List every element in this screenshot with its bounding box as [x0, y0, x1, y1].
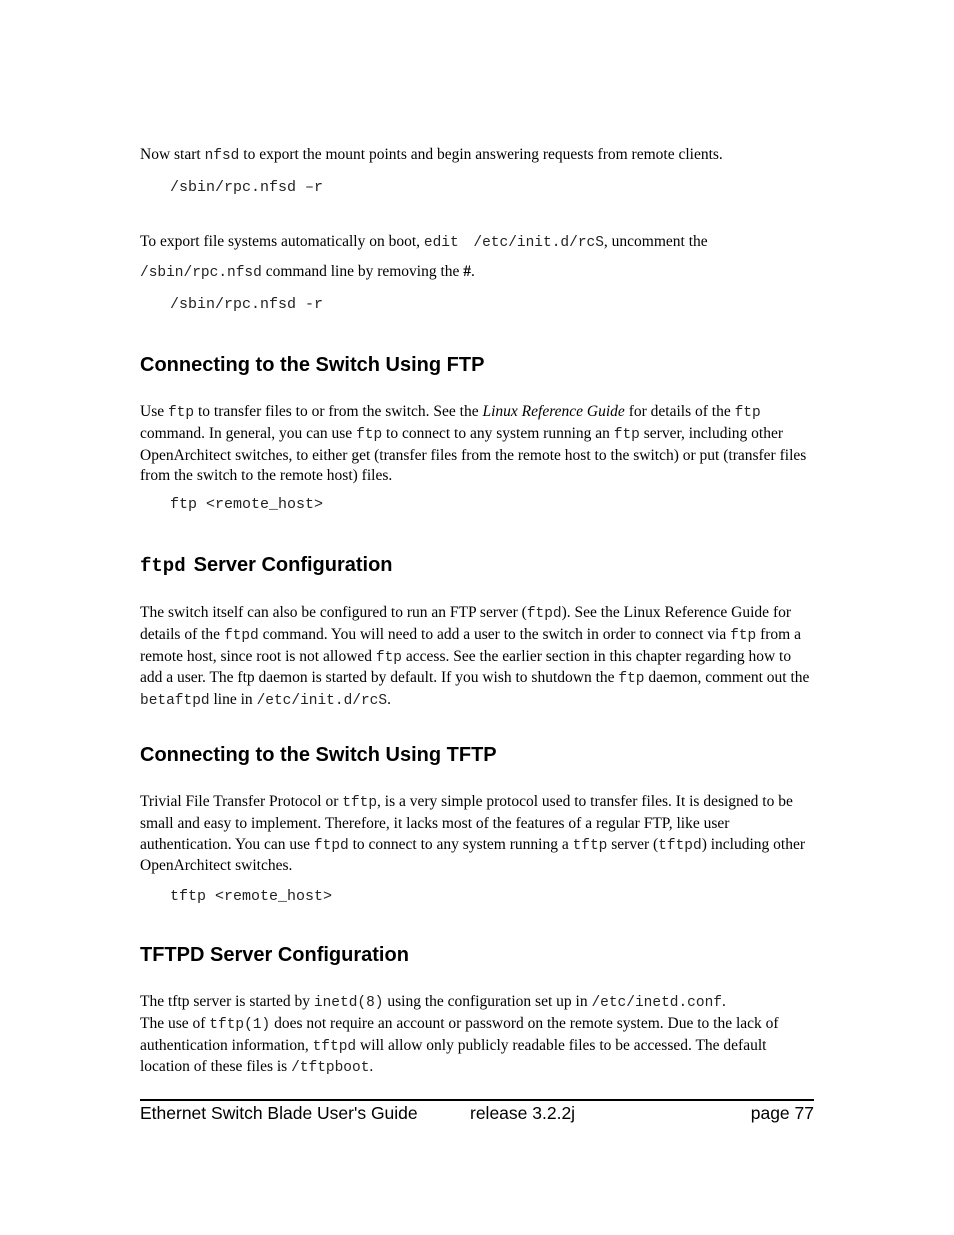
code-block-tftp: tftp <remote_host>: [170, 888, 333, 905]
inline-code: ftp: [734, 405, 761, 421]
inline-code: betaftpd: [140, 693, 210, 710]
code-block-nfsd-2: /sbin/rpc.nfsd -r: [170, 296, 324, 313]
inline-code: /sbin/rpc.nfsd: [140, 265, 262, 281]
inline-code: ftp: [618, 671, 645, 688]
paragraph-tftpd: The tftp server is started by inetd(8) using the configuration set up in /etc/inetd.conf. The use of tftp(1) does not require an account or password on the remote system. Due to the lack of authentication information, tftpd will allow only publicly readable files to be accessed. The default location of these files is /tftpboot.: [140, 993, 779, 1077]
page-footer: [140, 1099, 814, 1123]
inline-code: ftpd: [313, 837, 349, 854]
inline-code: ftp: [375, 649, 403, 666]
paragraph-export-boot: To export file systems automatically on boot, edit /etc/init.d/rcS, uncomment the: [140, 233, 708, 251]
heading-tftp: Connecting to the Switch Using TFTP: [140, 744, 497, 766]
footer-page-number: page 77: [750, 1103, 814, 1123]
inline-code: ftpd: [223, 627, 259, 644]
paragraph-ftp: Use ftp to transfer files to or from the switch. See the Linux Reference Guide for details of the ftp command. In general, you can use ftp to connect to any system running an ftp server, including other OpenArchitect switches, to either get (transfer files from the remote host to the switch) or put (transfer files from the switch to the remote host) files.: [140, 403, 807, 485]
inline-code: /tftpboot: [291, 1060, 370, 1077]
heading-ftp: Connecting to the Switch Using FTP: [140, 354, 485, 376]
inline-code: tftpd: [312, 1038, 357, 1055]
inline-code: ftp: [356, 426, 383, 443]
inline-code: inetd(8): [313, 995, 384, 1011]
paragraph-export-boot-2: /sbin/rpc.nfsd command line by removing the #.: [140, 263, 475, 281]
paragraph-tftp: Trivial File Transfer Protocol or tftp, is a very simple protocol used to transfer files. It is designed to be small and easy to implement. Therefore, it lacks most of the features of a regular FTP, like user authentication. You can use ftpd to connect to any system running a tftp server (tftpd) including other OpenArchitect switches.: [140, 793, 805, 875]
paragraph-nfsd-start: Now start nfsd to export the mount points and begin answering requests from remote clients.: [140, 146, 723, 164]
inline-code: ftpd: [526, 606, 562, 622]
footer-title: Ethernet Switch Blade User's Guide: [140, 1103, 418, 1123]
code-block-ftp: ftp <remote_host>: [170, 496, 324, 513]
inline-code: tftp: [572, 837, 608, 854]
inline-code: /etc/init.d/rcS: [256, 693, 388, 710]
inline-code: tftp(1): [209, 1016, 271, 1033]
inline-code: /etc/inetd.conf: [591, 995, 722, 1011]
heading-tftpd: TFTPD Server Configuration: [140, 944, 409, 966]
inline-code: ftp: [613, 426, 640, 443]
code-block-nfsd: /sbin/rpc.nfsd –r: [170, 179, 324, 196]
inline-code: edit /etc/init.d/rcS: [423, 235, 604, 251]
inline-code: nfsd: [204, 148, 240, 164]
inline-code: ftp: [730, 627, 757, 644]
inline-code: tftpd: [658, 837, 702, 854]
paragraph-ftpd: The switch itself can also be configured to run an FTP server (ftpd). See the Linux Reference Guide for details of the ftpd command. You will need to add a user to the switch in order to connect via ftp from a remote host, since root is not allowed ftp access. See the earlier section in this chapter regarding how to add a user. The ftp daemon is started by default. If you wish to shutdown the ftp daemon, comment out the betaftpd line in /etc/init.d/rcS.: [140, 604, 810, 710]
inline-code: tftp: [342, 795, 378, 811]
inline-code: ftp: [167, 405, 195, 421]
heading-ftpd: ftpd Server Configuration: [140, 554, 393, 577]
footer-release: release 3.2.2j: [470, 1103, 576, 1123]
